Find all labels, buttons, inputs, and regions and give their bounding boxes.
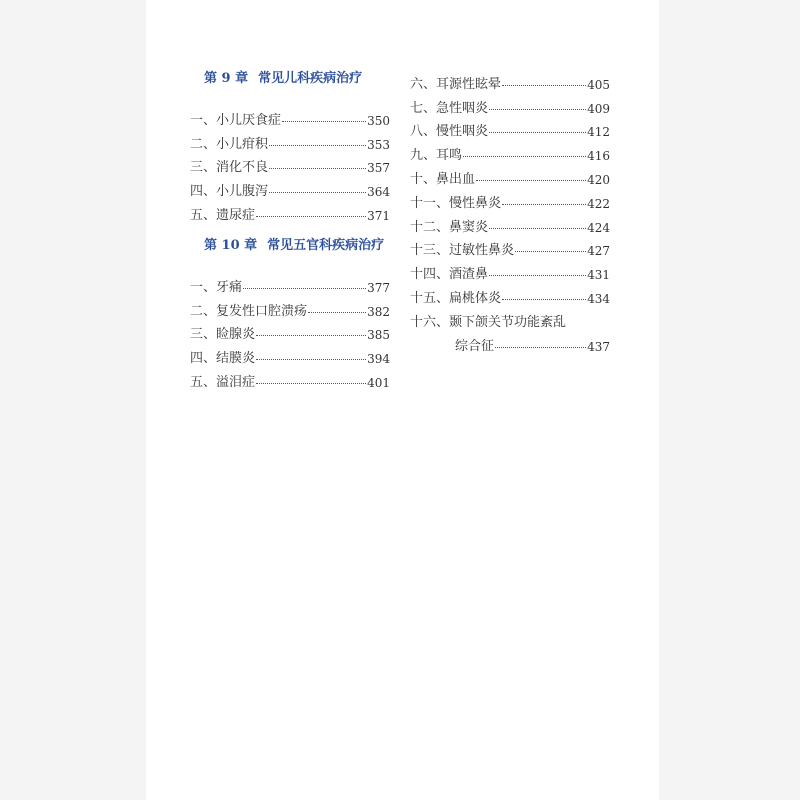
entry-label: 十五、扁桃体炎	[410, 290, 502, 306]
toc-entry[interactable]	[410, 163, 610, 187]
entry-page-number: 427	[587, 244, 610, 259]
toc-entry[interactable]	[190, 295, 390, 319]
entry-page-number: 424	[587, 220, 610, 235]
dot-leader	[489, 275, 586, 276]
chapter-title: 常见五官科疾病治疗	[267, 237, 385, 253]
entry-page-number: 401	[367, 375, 390, 390]
dot-leader	[495, 347, 586, 348]
toc-right-column	[410, 68, 610, 354]
entry-label: 四、结膜炎	[190, 351, 256, 367]
toc-entry[interactable]	[190, 271, 390, 295]
dot-leader	[282, 121, 366, 122]
chapter-heading-10	[190, 235, 390, 257]
dot-leader	[256, 335, 366, 336]
dot-leader	[269, 168, 366, 169]
chapter-9-entries	[190, 104, 390, 223]
chapter-title: 常见儿科疾病治疗	[258, 71, 363, 86]
entry-label: 综合征	[455, 338, 495, 354]
entry-page-number: 416	[587, 149, 610, 164]
toc-entry[interactable]	[190, 175, 390, 199]
dot-leader	[463, 156, 586, 157]
entry-label: 五、溢泪症	[190, 374, 256, 390]
toc-entry-multiline-second[interactable]	[410, 330, 610, 354]
entry-page-number: 357	[367, 161, 390, 176]
entry-page-number: 382	[367, 304, 390, 319]
entry-page-number: 437	[587, 339, 610, 354]
entry-page-number: 431	[587, 268, 610, 283]
toc-entry[interactable]	[410, 187, 610, 211]
entry-label: 二、复发性口腔溃疡	[190, 303, 308, 319]
toc-entry[interactable]	[190, 319, 390, 343]
dot-leader	[476, 180, 586, 181]
entry-label: 六、耳源性眩晕	[410, 76, 502, 92]
entry-label: 三、消化不良	[190, 160, 269, 176]
entry-label: 十二、鼻窦炎	[410, 219, 489, 235]
entry-label: 十一、慢性鼻炎	[410, 195, 502, 211]
chapter-heading-9	[190, 68, 390, 90]
dot-leader	[489, 109, 586, 110]
dot-leader	[256, 216, 366, 217]
dot-leader	[243, 288, 366, 289]
entry-page-number: 420	[587, 172, 610, 187]
dot-leader	[515, 251, 586, 252]
dot-leader	[256, 359, 366, 360]
entry-label: 十六、颞下颌关节功能紊乱	[410, 314, 567, 330]
entry-page-number: 350	[367, 113, 390, 128]
entry-page-number: 371	[367, 208, 390, 223]
entry-label: 十三、过敏性鼻炎	[410, 243, 515, 259]
dot-leader	[308, 312, 366, 313]
dot-leader	[489, 132, 586, 133]
entry-page-number: 385	[367, 328, 390, 343]
entry-label: 十、鼻出血	[410, 171, 476, 187]
entry-page-number: 412	[587, 125, 610, 140]
entry-label: 八、慢性咽炎	[410, 124, 489, 140]
entry-page-number: 394	[367, 352, 390, 367]
dot-leader	[269, 145, 366, 146]
dot-leader	[502, 299, 586, 300]
toc-entry[interactable]	[410, 68, 610, 92]
dot-leader	[489, 228, 586, 229]
entry-label: 五、遗尿症	[190, 207, 256, 223]
entry-label: 九、耳鸣	[410, 148, 463, 164]
chapter-number: 第 10 章	[204, 237, 258, 253]
entry-label: 一、牙痛	[190, 279, 243, 295]
toc-entry[interactable]	[410, 116, 610, 140]
toc-entry[interactable]	[190, 342, 390, 366]
dot-leader	[256, 383, 366, 384]
dot-leader	[502, 85, 586, 86]
chapter-10-entries	[190, 271, 390, 390]
toc-entry-multiline-first[interactable]	[410, 306, 610, 330]
entry-label: 十四、酒渣鼻	[410, 267, 489, 283]
toc-entry[interactable]	[410, 258, 610, 282]
toc-left-column	[190, 68, 390, 390]
entry-page-number: 422	[587, 196, 610, 211]
entry-page-number: 434	[587, 291, 610, 306]
entry-label: 二、小儿疳积	[190, 136, 269, 152]
toc-entry[interactable]	[410, 139, 610, 163]
entry-label: 四、小儿腹泻	[190, 184, 269, 200]
toc-entry[interactable]	[190, 104, 390, 128]
entry-label: 一、小儿厌食症	[190, 112, 282, 128]
entry-label: 三、睑腺炎	[190, 327, 256, 343]
toc-entry[interactable]	[410, 92, 610, 116]
toc-entry[interactable]	[190, 199, 390, 223]
entry-page-number: 377	[367, 280, 390, 295]
dot-leader	[502, 204, 586, 205]
toc-entry[interactable]	[190, 128, 390, 152]
entry-page-number: 353	[367, 137, 390, 152]
entry-page-number: 364	[367, 185, 390, 200]
toc-entry[interactable]	[190, 152, 390, 176]
toc-entry[interactable]	[410, 282, 610, 306]
toc-entry[interactable]	[410, 211, 610, 235]
dot-leader	[269, 192, 366, 193]
toc-entry[interactable]	[410, 235, 610, 259]
chapter-number: 第 9 章	[204, 71, 249, 86]
entry-label: 七、急性咽炎	[410, 100, 489, 116]
entry-page-number: 409	[587, 101, 610, 116]
toc-entry[interactable]	[190, 366, 390, 390]
entry-page-number: 405	[587, 77, 610, 92]
